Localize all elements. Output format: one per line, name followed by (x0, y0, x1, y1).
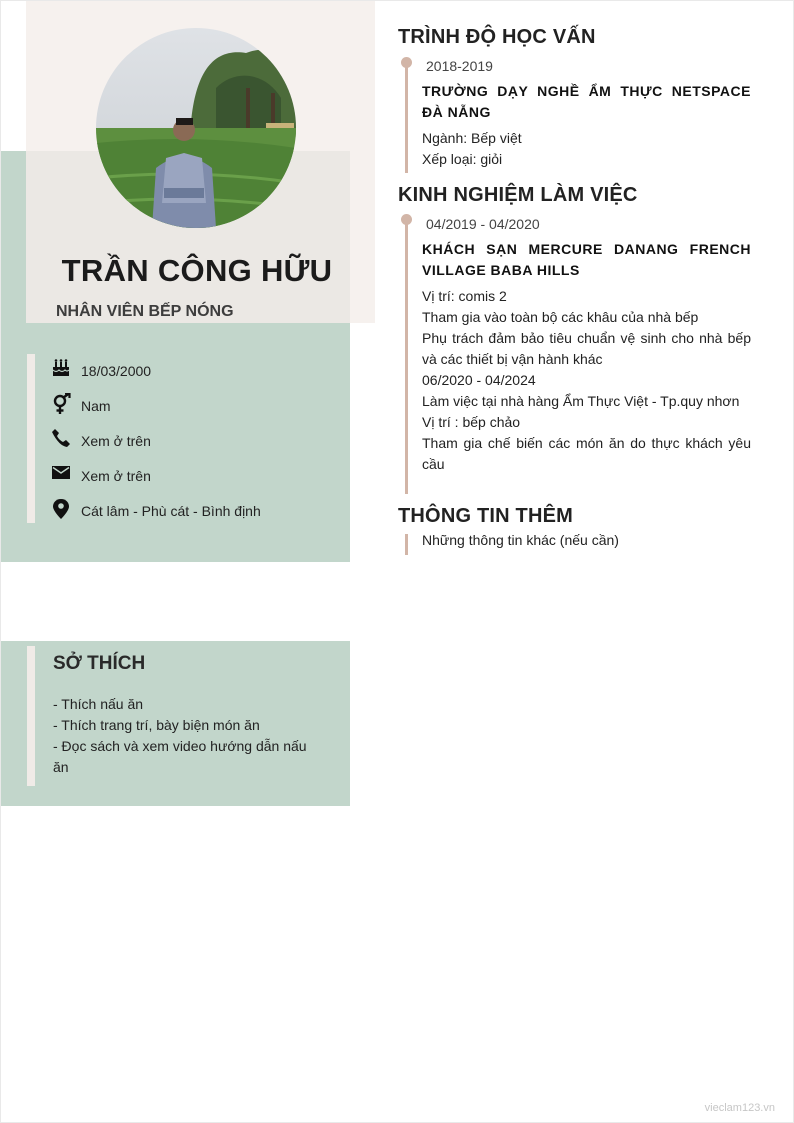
company-name: KHÁCH SẠN MERCURE DANANG FRENCH VILLAGE BABA HILLS (422, 241, 751, 278)
birthday-value: 18/03/2000 (81, 363, 152, 379)
contact-item-address (51, 498, 261, 533)
hobby-item: - Đọc sách và xem video hướng dẫn nấu ăn (53, 738, 307, 775)
hobbies-heading: SỞ THÍCH (53, 653, 146, 674)
experience-timeline-dot (401, 214, 412, 225)
additional-info-bar (405, 534, 408, 555)
education-details (422, 128, 751, 170)
experience-details (422, 286, 751, 475)
education-timeline (405, 63, 408, 173)
contact-item-phone (51, 428, 261, 463)
experience-detail: Vị trí : bếp chảo (422, 414, 521, 430)
education-heading: TRÌNH ĐỘ HỌC VẤN (398, 26, 596, 48)
experience-timeline (405, 220, 408, 494)
contact-list (51, 358, 261, 533)
experience-detail: Phụ trách đảm bảo tiêu chuẩn vệ sinh cho nhà bếp và các thiết bị vận hành khác (422, 330, 751, 367)
education-timeline-dot (401, 57, 412, 68)
experience-date: 04/2019 - 04/2020 (426, 216, 540, 232)
phone-icon (51, 428, 81, 450)
gender-value: Nam (81, 398, 111, 414)
contact-accent-bar (27, 354, 35, 523)
education-detail: Ngành: Bếp việt (422, 130, 522, 146)
experience-detail: Tham gia chế biến các món ăn do thực khách yêu cầu (422, 435, 751, 472)
school-name: TRƯỜNG DẠY NGHỀ ẨM THỰC NETSPACE ĐÀ NẴNG (422, 83, 751, 120)
hobbies-list (53, 694, 323, 778)
hobbies-accent-bar (27, 646, 35, 786)
hobby-item: - Thích nấu ăn (53, 696, 144, 712)
experience-detail: Làm việc tại nhà hàng Ẩm Thực Việt - Tp.quy nhơn (422, 393, 740, 409)
contact-item-birthday (51, 358, 261, 393)
additional-info-heading: THÔNG TIN THÊM (398, 505, 574, 527)
candidate-name: TRẦN CÔNG HỮU (61, 253, 333, 288)
contact-item-email (51, 463, 261, 498)
address-value: Cát lâm - Phù cát - Bình định (81, 503, 261, 519)
education-detail: Xếp loại: giỏi (422, 151, 503, 167)
job-title: NHÂN VIÊN BẾP NÓNG (56, 303, 234, 320)
birthday-cake-icon (51, 358, 81, 380)
education-date: 2018-2019 (426, 58, 493, 74)
location-pin-icon (51, 498, 81, 520)
profile-photo (96, 28, 296, 228)
experience-detail: Vị trí: comis 2 (422, 288, 507, 304)
gender-icon (51, 393, 81, 415)
experience-detail: Tham gia vào toàn bộ các khâu của nhà bếp (422, 309, 699, 325)
email-value: Xem ở trên (81, 468, 151, 484)
hobby-item: - Thích trang trí, bày biện món ăn (53, 717, 260, 733)
watermark: vieclam123.vn (704, 1102, 775, 1114)
additional-info-list (422, 530, 751, 551)
experience-detail: 06/2020 - 04/2024 (422, 372, 536, 388)
contact-item-gender (51, 393, 261, 428)
additional-info-text: Những thông tin khác (nếu cần) (422, 532, 619, 548)
phone-value: Xem ở trên (81, 433, 151, 449)
email-icon (51, 463, 81, 485)
experience-heading: KINH NGHIỆM LÀM VIỆC (398, 184, 638, 206)
